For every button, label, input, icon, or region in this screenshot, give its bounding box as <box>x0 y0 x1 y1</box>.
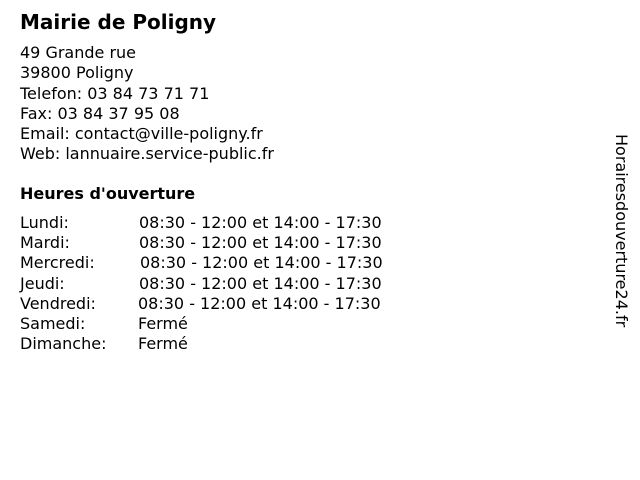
time-range: 08:30 - 12:00 et 14:00 - 17:30 <box>138 293 381 313</box>
street-address: 49 Grande rue <box>20 43 137 62</box>
time-range: 08:30 - 12:00 et 14:00 - 17:30 <box>139 233 382 253</box>
closed-label: Fermé <box>138 334 188 354</box>
time-range: 08:30 - 12:00 et 14:00 - 17:30 <box>139 213 382 232</box>
phone-number: Telefon: 03 84 73 71 71 <box>20 83 210 103</box>
opening-hours-heading: Heures d'ouverture <box>20 184 196 203</box>
site-watermark: Horairesdouverture24.fr <box>612 134 631 328</box>
day-label: Dimanche: <box>20 334 107 354</box>
email-address: Email: contact@ville-poligny.fr <box>20 124 263 144</box>
time-range: 08:30 - 12:00 et 14:00 - 17:30 <box>139 273 382 293</box>
day-label: Jeudi: <box>20 273 65 293</box>
fax-number: Fax: 03 84 37 95 08 <box>20 103 180 123</box>
contact-block <box>20 43 274 165</box>
day-label: Mardi: <box>20 233 70 253</box>
day-label: Samedi: <box>20 313 86 333</box>
day-label: Mercredi: <box>20 253 95 273</box>
closed-label: Fermé <box>138 313 188 333</box>
website: Web: lannuaire.service-public.fr <box>20 144 274 164</box>
time-range: 08:30 - 12:00 et 14:00 - 17:30 <box>140 253 383 273</box>
day-label: Vendredi: <box>20 293 96 313</box>
day-label: Lundi: <box>20 213 69 232</box>
postal-city: 39800 Poligny <box>20 63 134 83</box>
page-title: Mairie de Poligny <box>20 10 217 34</box>
